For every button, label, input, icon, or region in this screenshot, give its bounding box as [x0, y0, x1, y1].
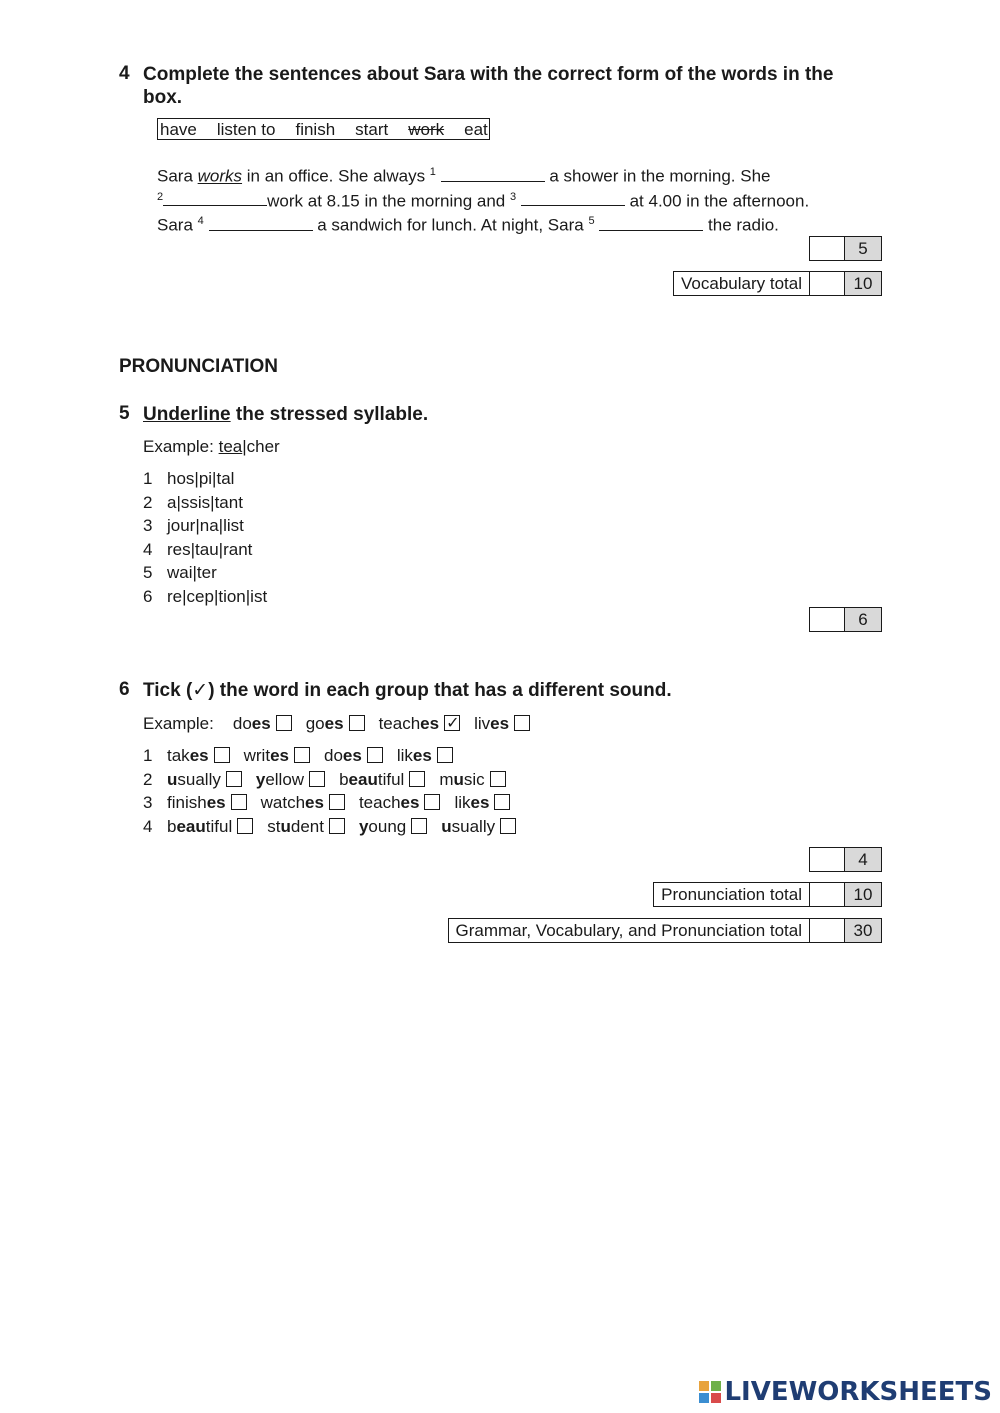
q6-score-box [809, 847, 882, 872]
example-label: Example: [143, 714, 214, 733]
text-fragment: at 4.00 in the afternoon. [624, 191, 810, 211]
q5-list [143, 467, 267, 608]
total-max: 10 [845, 271, 882, 296]
q4-instruction [143, 63, 903, 109]
q4-instruction-line1: Complete the sentences about Sara with the correct form of the words in the [143, 64, 834, 85]
list-item[interactable] [143, 561, 267, 585]
q6-row [143, 744, 530, 768]
list-item[interactable] [143, 538, 267, 562]
q4-paragraph [157, 162, 877, 236]
q5-score-box [809, 607, 882, 632]
score-max: 6 [845, 607, 882, 632]
tick-checkbox[interactable] [329, 818, 345, 834]
item-word[interactable]: jour|na|list [167, 516, 244, 535]
item-number: 2 [143, 492, 153, 512]
row-number: 4 [143, 816, 153, 836]
option-word: beautiful [339, 769, 405, 789]
gap-5[interactable] [599, 216, 703, 231]
option-word: does [323, 746, 362, 765]
tick-checkbox[interactable] [329, 794, 345, 810]
option-word: teaches [358, 793, 420, 812]
option-word: writes [243, 746, 289, 765]
option-word: student [267, 816, 324, 836]
total-input-cell[interactable] [809, 271, 845, 296]
q6-rows [143, 744, 530, 838]
option-word: beautiful [167, 816, 233, 836]
q4-line-2 [157, 187, 877, 212]
word-box [157, 118, 490, 140]
option-word: does [232, 714, 271, 733]
grand-total-input-cell[interactable] [809, 918, 845, 943]
option-word: usually [167, 769, 221, 789]
list-item[interactable] [143, 491, 267, 515]
tick-checkbox-checked[interactable] [444, 715, 460, 731]
tick-checkbox[interactable] [424, 794, 440, 810]
gap-4[interactable] [209, 216, 313, 231]
q6-example [143, 712, 544, 736]
tick-checkbox[interactable] [214, 747, 230, 763]
option-word: lives [474, 714, 510, 733]
tick-checkbox[interactable] [514, 715, 530, 731]
word-box-item: listen to [216, 120, 276, 139]
tick-checkbox[interactable] [500, 818, 516, 834]
example-rest: |cher [242, 437, 280, 456]
total-input-cell[interactable] [809, 882, 845, 907]
item-number: 3 [143, 516, 153, 535]
word-box-item: eat [464, 120, 488, 139]
text-fragment: in an office. She always [242, 166, 430, 186]
word-box-item: have [160, 120, 197, 139]
example-label: Example: [143, 437, 219, 456]
option-word: young [358, 816, 407, 836]
tick-checkbox[interactable] [294, 747, 310, 763]
score-input-cell[interactable] [809, 847, 845, 872]
gap-number: 1 [429, 166, 436, 178]
option-word: watches [260, 793, 324, 812]
item-number: 5 [143, 563, 153, 582]
total-max: 10 [845, 882, 882, 907]
item-word[interactable]: res|tau|rant [167, 539, 253, 559]
q6-row [143, 791, 530, 815]
logo-square [711, 1381, 721, 1391]
gap-2[interactable] [163, 191, 267, 206]
q4-line-1 [157, 162, 877, 187]
total-label: Vocabulary total [673, 271, 809, 296]
list-item[interactable] [143, 467, 267, 491]
instruction-underlined: Underline [143, 404, 231, 425]
tick-checkbox[interactable] [437, 747, 453, 763]
item-number: 6 [143, 586, 153, 606]
item-number: 1 [143, 469, 153, 488]
vocabulary-total-box [673, 271, 882, 296]
grand-total-box [448, 918, 882, 943]
row-number: 3 [143, 793, 153, 812]
example-stressed: tea [218, 437, 243, 456]
text-fragment: a sandwich for lunch. At night, Sara [312, 215, 589, 235]
tick-checkbox[interactable] [309, 771, 325, 787]
q4-instruction-line2: box. [143, 87, 183, 108]
logo-text: LIVEWORKSHEETS [724, 1377, 992, 1407]
item-word[interactable]: wai|ter [167, 563, 217, 582]
instruction-rest: the stressed syllable. [230, 404, 429, 425]
tick-checkbox[interactable] [226, 771, 242, 787]
item-number: 4 [143, 539, 153, 559]
gap-number: 3 [510, 190, 517, 203]
tick-checkbox[interactable] [494, 794, 510, 810]
q5-instruction [143, 403, 428, 426]
item-word[interactable]: re|cep|tion|ist [167, 586, 268, 606]
text-fragment: Sara [157, 215, 198, 235]
row-number: 2 [143, 769, 153, 789]
gap-number: 4 [197, 215, 204, 228]
gap-number: 5 [588, 215, 595, 228]
option-word: music [439, 769, 485, 789]
list-item[interactable] [143, 514, 267, 538]
option-word: teaches [378, 714, 440, 733]
text-fragment: a shower in the morning. She [544, 166, 771, 186]
section-heading: PRONUNCIATION [119, 356, 279, 377]
text-fragment: work at 8.15 in the morning and [267, 191, 510, 211]
pronunciation-total-box [653, 882, 882, 907]
text-fragment: the radio. [703, 215, 779, 235]
logo-square [711, 1393, 721, 1403]
tick-checkbox[interactable] [409, 771, 425, 787]
q4-line-3 [157, 211, 877, 236]
item-word[interactable]: a|ssis|tant [167, 492, 243, 512]
word-box-item: start [355, 120, 389, 139]
q6-number: 6 [119, 679, 130, 700]
tick-checkbox[interactable] [490, 771, 506, 787]
q6-row [143, 815, 530, 839]
option-word: takes [167, 746, 209, 765]
gap-3[interactable] [521, 191, 625, 206]
option-word: likes [396, 746, 432, 765]
text-fragment: Sara [157, 166, 198, 186]
q6-row [143, 768, 530, 792]
word-box-item-struck: work [408, 120, 445, 139]
option-word: usually [441, 816, 496, 836]
q6-instruction: Tick (✓) the word in each group that has a different sound. [143, 680, 672, 701]
score-input-cell[interactable] [809, 236, 845, 261]
logo-square [699, 1381, 709, 1391]
grand-total-max: 30 [845, 918, 882, 943]
tick-checkbox[interactable] [276, 715, 292, 731]
option-word: likes [454, 793, 490, 812]
list-item[interactable] [143, 585, 267, 609]
tick-checkbox[interactable] [237, 818, 253, 834]
tick-checkbox[interactable] [231, 794, 247, 810]
word-box-item: finish [295, 120, 336, 139]
q4-score-box [809, 236, 882, 261]
row-number: 1 [143, 746, 153, 765]
tick-checkbox[interactable] [411, 818, 427, 834]
liveworksheets-logo[interactable] [699, 1377, 992, 1407]
grand-total-label: Grammar, Vocabulary, and Pronunciation total [448, 918, 809, 943]
gap-number: 2 [157, 190, 164, 203]
q5-example [143, 435, 280, 459]
q4-number: 4 [119, 63, 130, 84]
option-word: goes [305, 714, 344, 733]
tick-checkbox[interactable] [349, 715, 365, 731]
item-word[interactable]: hos|pi|tal [167, 469, 235, 488]
gap-1[interactable] [441, 167, 545, 182]
score-input-cell[interactable] [809, 607, 845, 632]
score-max: 4 [845, 847, 882, 872]
option-word: yellow [255, 769, 305, 789]
example-answer: works [197, 166, 243, 186]
option-word: finishes [167, 793, 226, 812]
q5-number: 5 [119, 403, 130, 424]
tick-checkbox[interactable] [367, 747, 383, 763]
total-label: Pronunciation total [653, 882, 809, 907]
logo-mark-icon [699, 1381, 721, 1403]
logo-square [699, 1393, 709, 1403]
score-max: 5 [845, 236, 882, 261]
